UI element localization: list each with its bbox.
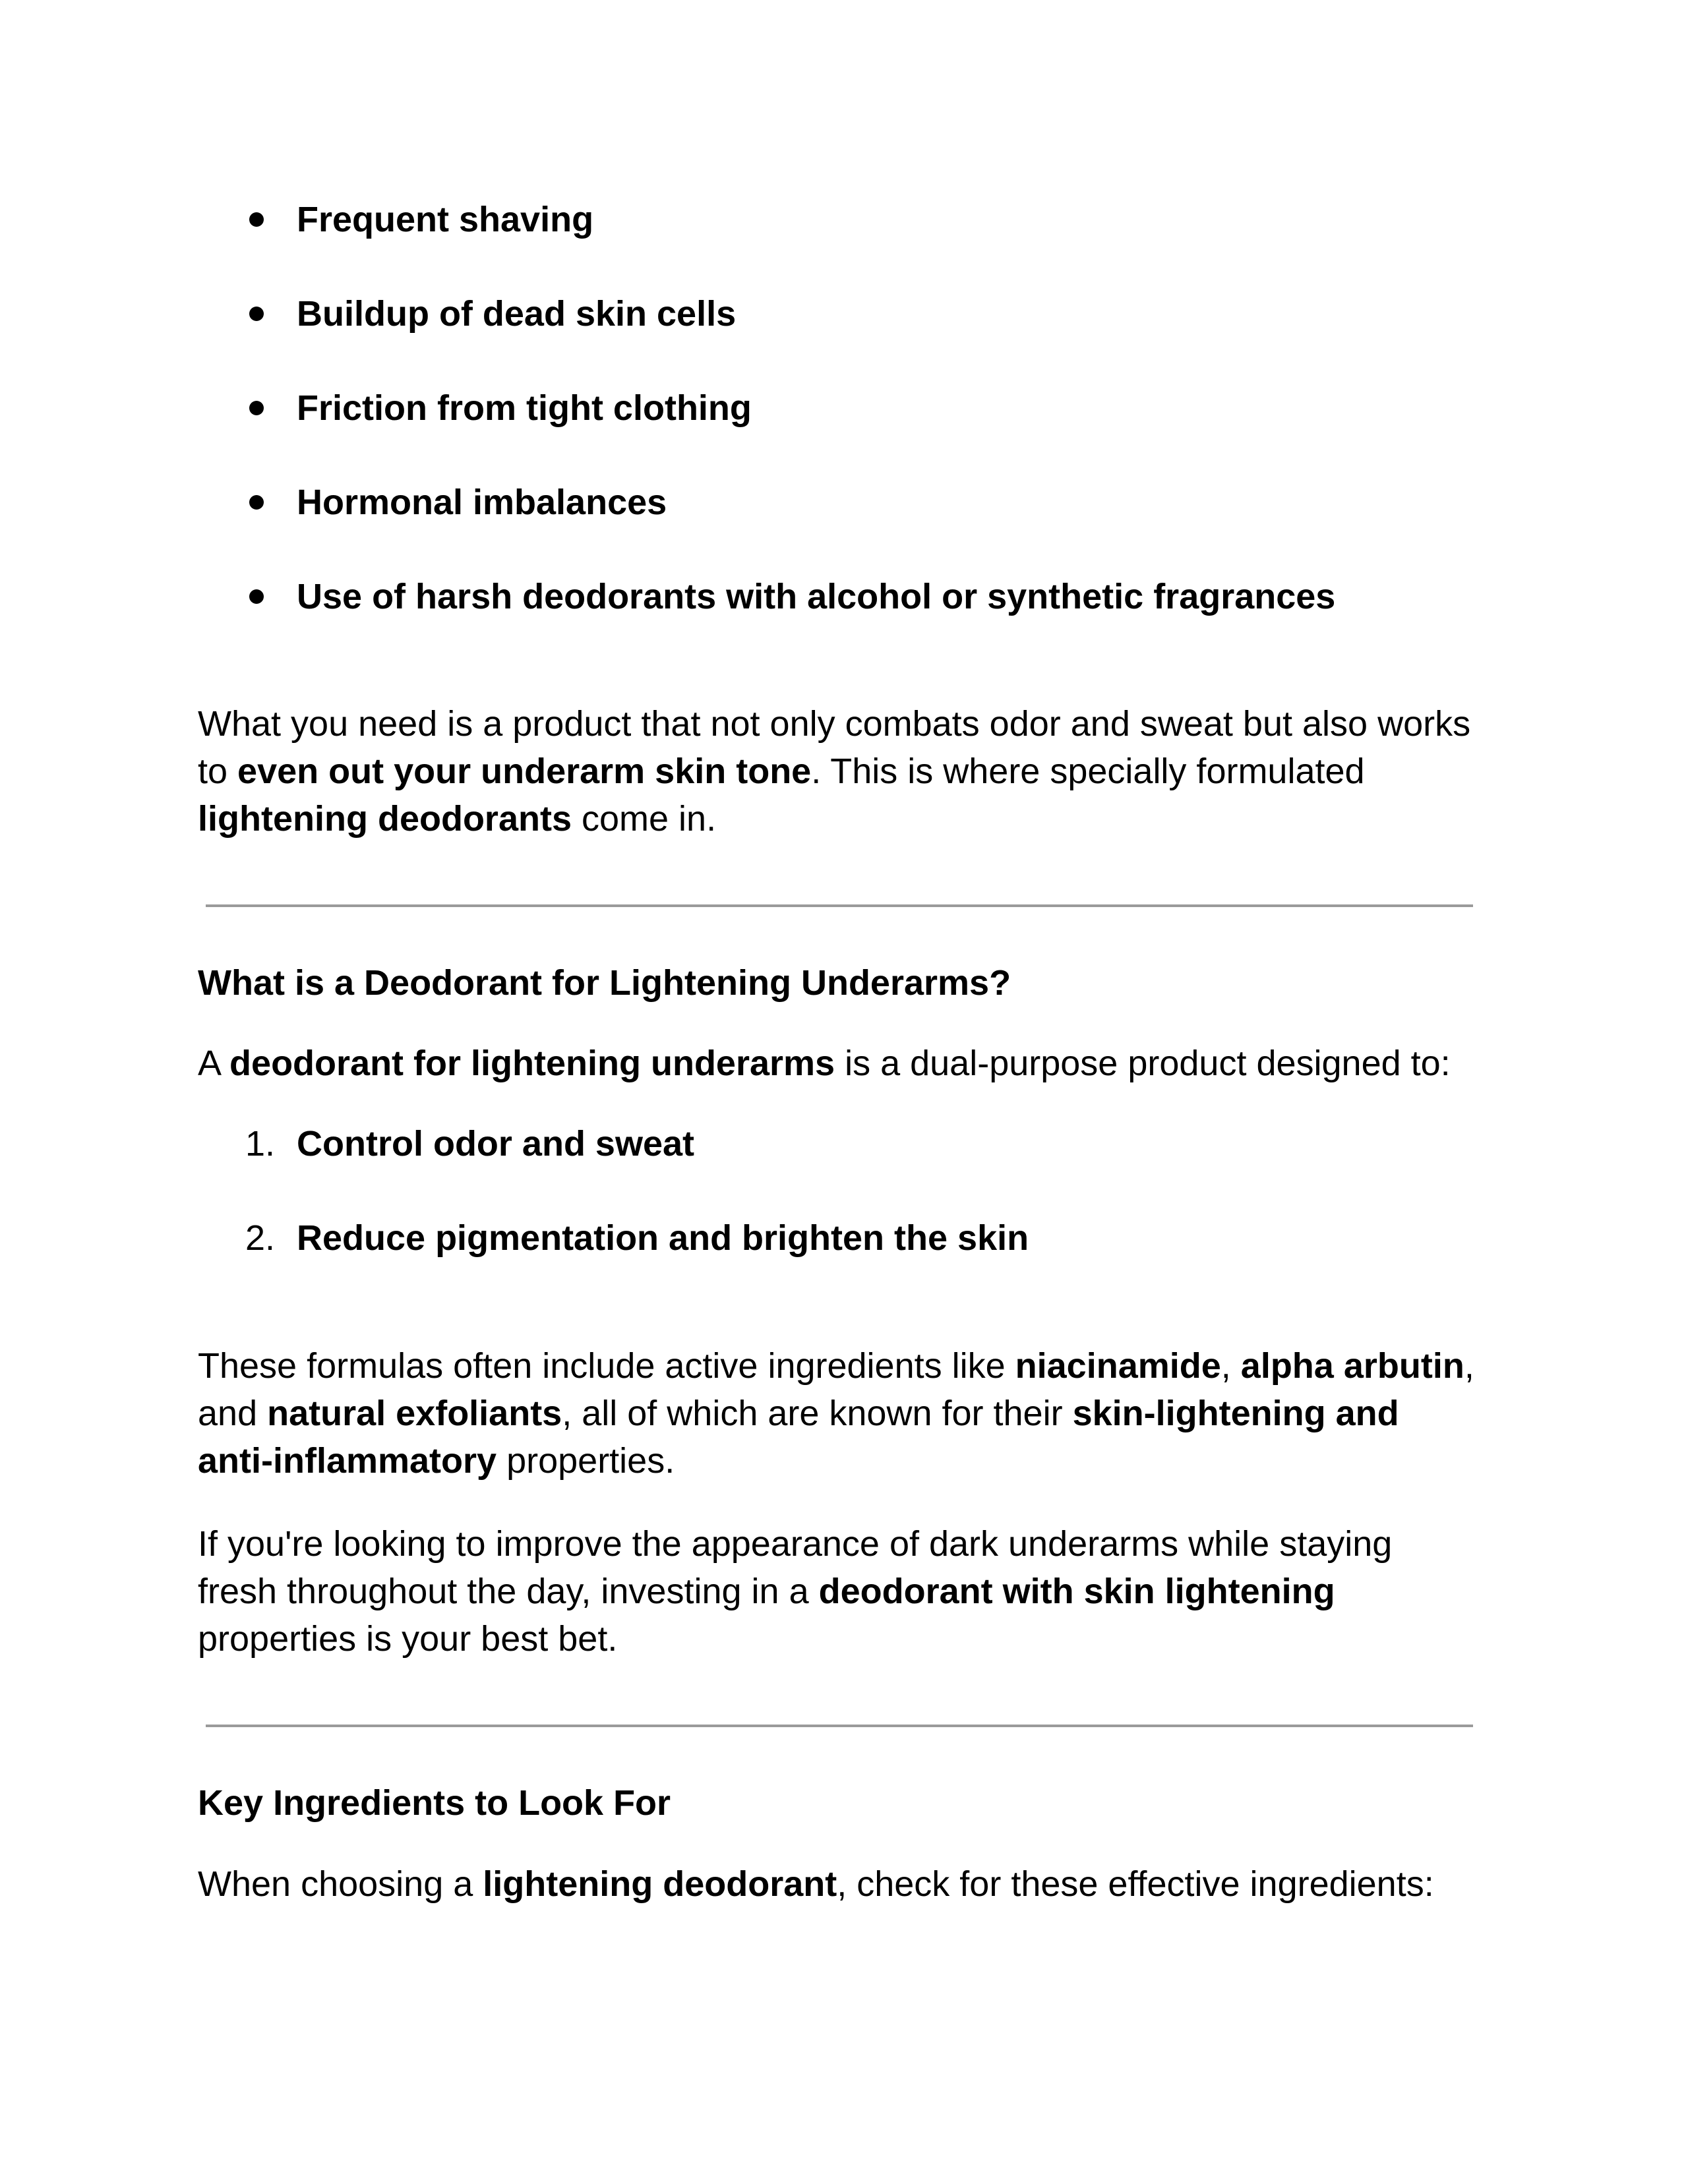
bullet-item: Hormonal imbalances	[297, 483, 667, 522]
bullet-marker	[249, 401, 264, 415]
bold-run: niacinamide	[1015, 1346, 1221, 1386]
paragraph-line	[198, 1342, 1490, 1390]
paragraph-line	[198, 1390, 1490, 1437]
list-number: 2.	[245, 1218, 276, 1258]
bold-run: anti-inflammatory	[198, 1441, 497, 1481]
bold-run: deodorant for lightening underarms	[229, 1044, 835, 1083]
bullet-marker	[249, 589, 264, 604]
bold-run: even out your underarm skin tone	[237, 752, 812, 791]
bold-run: lightening deodorants	[198, 799, 572, 839]
intro-line-2	[198, 748, 1490, 795]
bullet-marker	[249, 307, 264, 321]
paragraph-line	[198, 1568, 1490, 1615]
bullet-item: Buildup of dead skin cells	[297, 294, 737, 334]
section-heading: What is a Deodorant for Lightening Underarms?	[198, 963, 1011, 1003]
bold-run: natural exfoliants	[267, 1394, 562, 1433]
horizontal-rule	[206, 1725, 1473, 1727]
bullet-marker	[249, 495, 264, 510]
paragraph-line: properties is your best bet.	[198, 1619, 618, 1659]
text-run: properties.	[497, 1441, 675, 1481]
bullet-marker	[249, 212, 264, 227]
bold-run: lightening deodorant	[483, 1864, 837, 1904]
bold-run: deodorant with skin lightening	[818, 1572, 1335, 1611]
section-heading: Key Ingredients to Look For	[198, 1783, 671, 1823]
paragraph-line	[198, 1437, 1490, 1485]
list-item: Reduce pigmentation and brighten the skin	[297, 1218, 1029, 1258]
text-run: When choosing a	[198, 1864, 483, 1904]
choosing-paragraph	[198, 1860, 1490, 1908]
text-run: , check for these effective ingredients:	[837, 1864, 1434, 1904]
ingredients-paragraph	[198, 1342, 1490, 1485]
text-run: is a dual-purpose product designed to:	[835, 1044, 1451, 1083]
text-run: A	[198, 1044, 230, 1083]
intro-paragraph	[198, 700, 1490, 842]
intro-line-3	[198, 795, 1490, 842]
recommendation-paragraph	[198, 1520, 1490, 1663]
text-run: ,	[1221, 1346, 1241, 1386]
bold-run: skin-lightening and	[1072, 1394, 1399, 1433]
definition-paragraph	[198, 1040, 1490, 1087]
horizontal-rule	[206, 904, 1473, 907]
bullet-item: Use of harsh deodorants with alcohol or synthetic fragrances	[297, 577, 1336, 616]
text-run: fresh throughout the day, investing in a	[198, 1572, 819, 1611]
text-run: come in.	[571, 799, 717, 839]
list-item: Control odor and sweat	[297, 1124, 695, 1164]
text-run: These formulas often include active ingredients like	[198, 1346, 1015, 1386]
text-run: . This is where specially formulated	[811, 752, 1365, 791]
list-number: 1.	[245, 1124, 276, 1164]
intro-line-1: What you need is a product that not only combats odor and sweat but also works	[198, 704, 1471, 744]
text-run: ,	[1464, 1346, 1474, 1386]
paragraph-line: If you're looking to improve the appearance of dark underarms while staying	[198, 1524, 1393, 1564]
text-run: , all of which are known for their	[562, 1394, 1073, 1433]
text-run: to	[198, 752, 238, 791]
bullet-item: Friction from tight clothing	[297, 388, 752, 428]
text-run: and	[198, 1394, 268, 1433]
bold-run: alpha arbutin	[1240, 1346, 1464, 1386]
bullet-item: Frequent shaving	[297, 200, 594, 239]
